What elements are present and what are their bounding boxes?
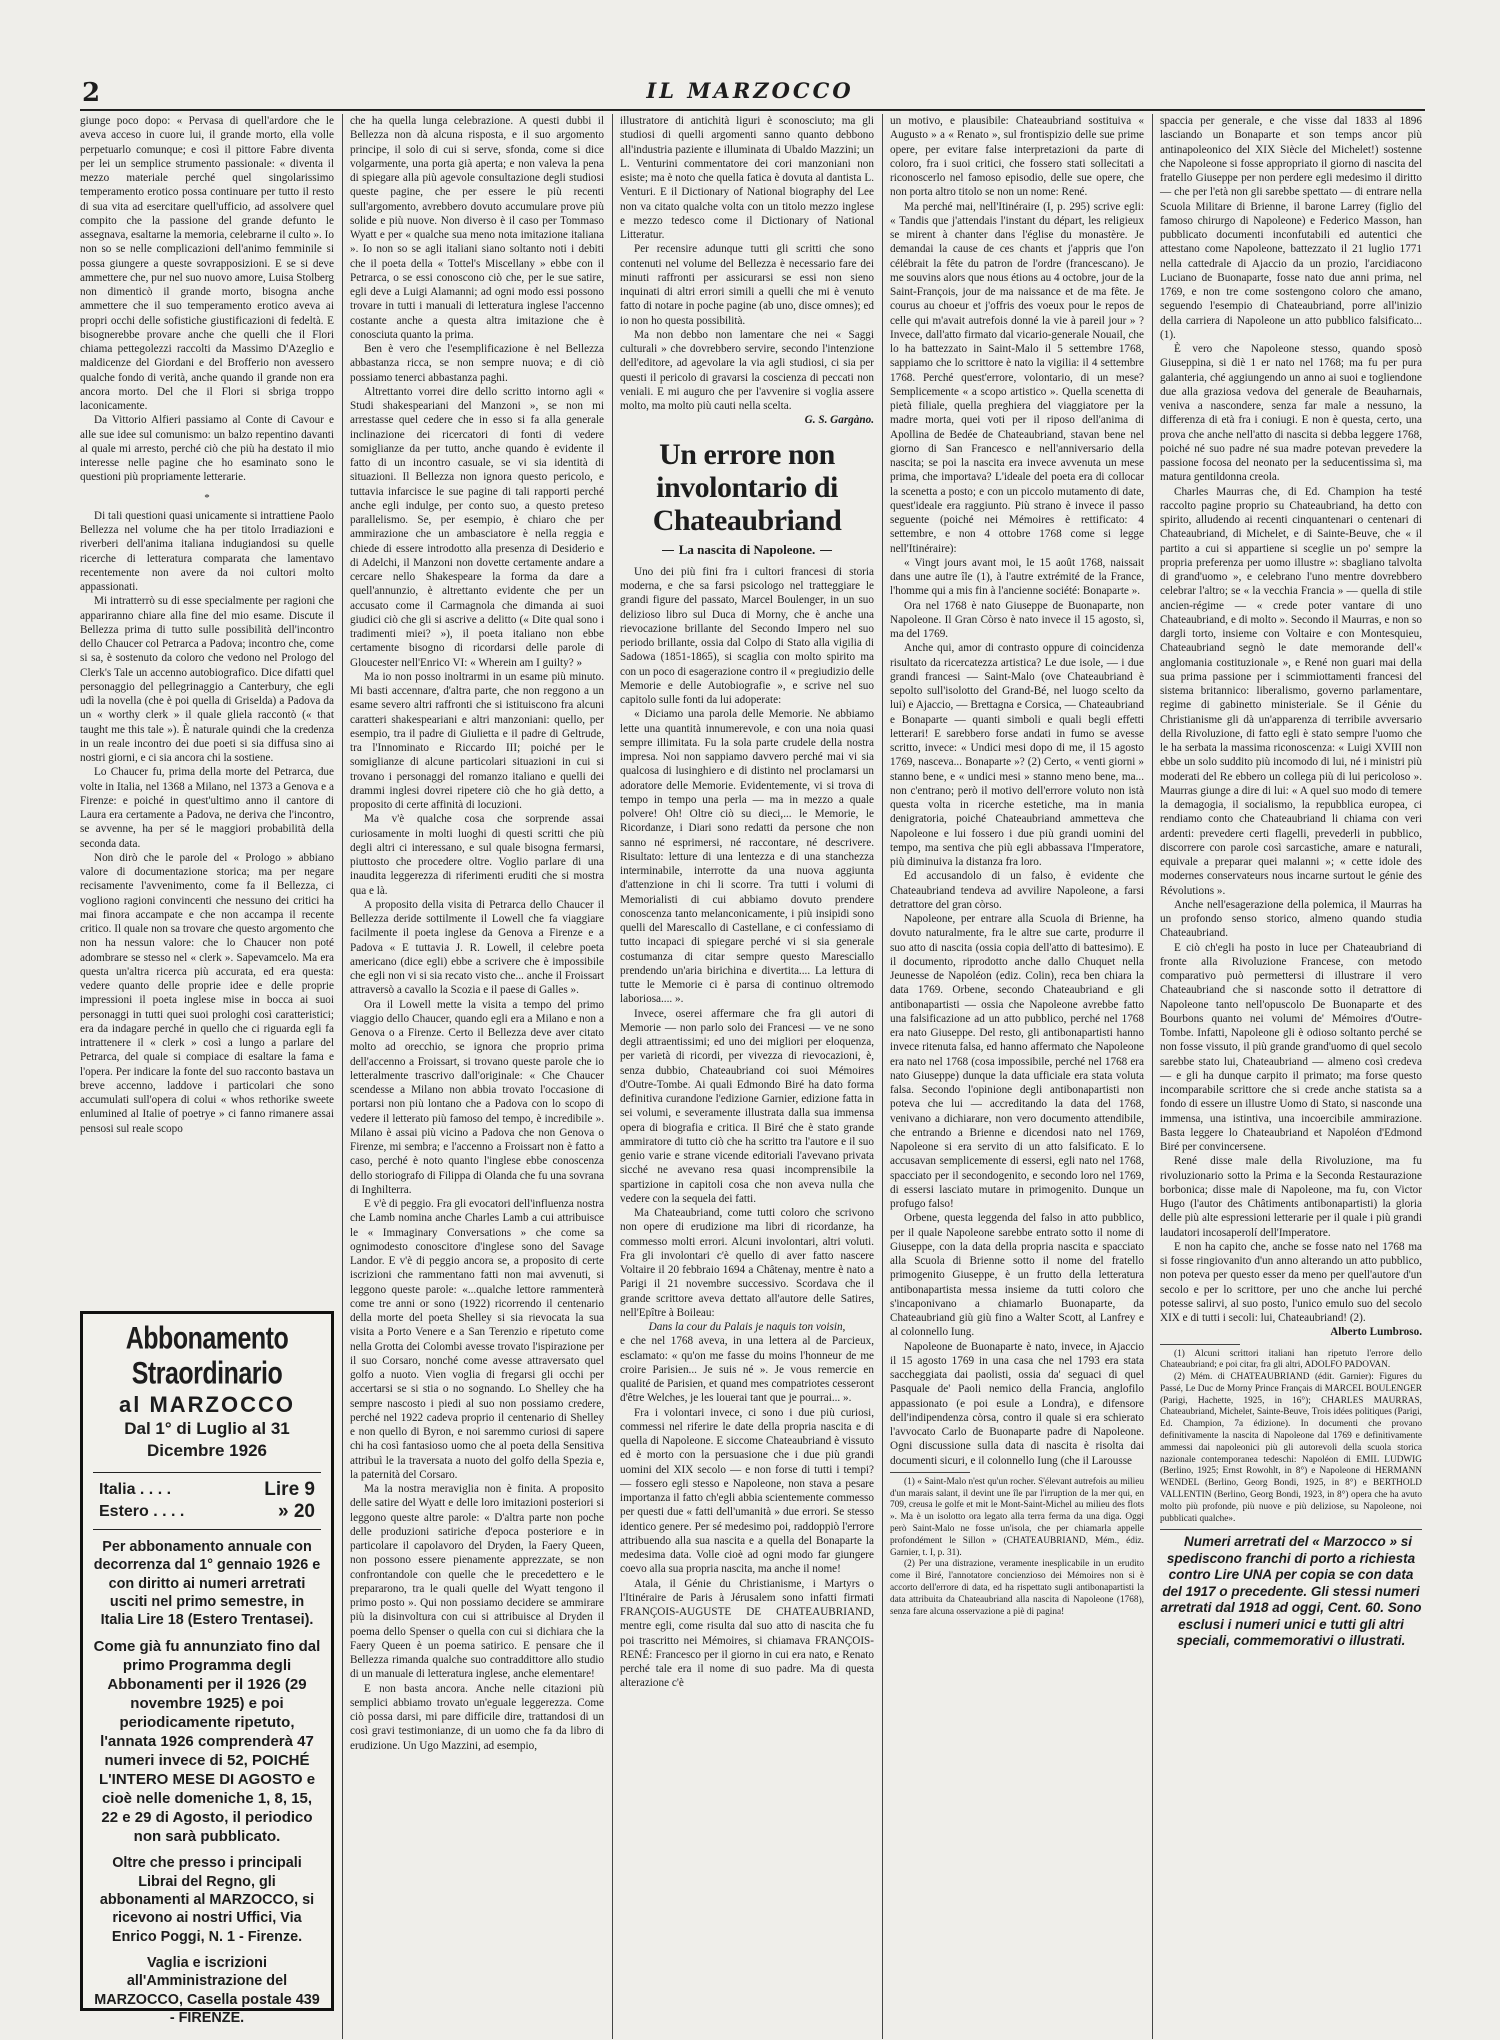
paragraph: che ha quella lunga celebrazione. A questi dubbi il Bellezza non dà alcuna risposta, e il suo argomento principe, il solo di cui si serve, sfonda, come si dice volgarmente, una porta già aperta; e non valeva la pena di spiegare alla più agevole consultazione degli studiosi queste pagine, che per essere le più recenti sull'argomento, avrebbero dovuto accumulare prove più solide e più nuove. Non diverso è il caso per Tommaso Wyatt e per « qualche sua meno nota imitazione italiana ». Io non so se agli italiani siano soltanto noti i debiti che il poeta della « Tottel's Miscellany » ebbe con il Petrarca, o se essi conoscono ciò che, per le sue satire, egli deve a Luigi Alamanni; ad ogni modo essi possono trovare in tutti i manuali di letteratura inglese l'accenno costante anche a questa altra imitazione che è conosciuta quanto la prima. bbox=[350, 115, 604, 341]
author-signature: G. S. Gargàno. bbox=[804, 414, 874, 427]
column-2 bbox=[350, 114, 604, 2039]
paragraph: Ora il Lowell mette la visita a tempo del primo viaggio dello Chaucer, quando egli era a Milano e non a Genova o a Firenze. Certo il Bellezza deve aver citato molto ad orecchio, se ignora che proprio prima dell'accenno a Froissart, si trovano queste parole che io letteralmente trascrivo dall'originale: « Che Chaucer scendesse a Milano non abbia trovato l'occasione di portarsi non più lontano che a Padova con lo scopo di vedere il letterato più famoso del tempo, è incredibile ». Milano è assai più vicino a Padova che non Genova o Firenze, mi sembra; e l'accenno a Froissart non è fatto a caso, perché è noto quanto l'inglese ebbe conoscenza dello storiografo di Filippa di Olanda che fu una sovrana di Inghilterra. bbox=[350, 998, 604, 1196]
paragraph: Uno dei più fini fra i cultori francesi di storia moderna, e che sa farsi psicologo nel tratteggiare le grandi figure del passato, Marcel Boulenger, in un suo delizioso libro sul Duca di Morny, che è anche una rievocazione brillante del Secondo Impero nel suo periodo brillante, ossia dal Colpo di Stato alla vigilia di Sadowa (1851-1865), si scaglia con molto spirito ma con un poco di esagerazione contro il « pregiudizio delle Memorie e delle Autobiografie », e scrive nel suo capitolo sulle fonti da lui adoperate: bbox=[620, 565, 874, 706]
paragraph: Mi intratterrò su di esse specialmente per ragioni che appariranno chiare alla fine del mio esame. Discute il Bellezza prima di tutto sulle possibilità dell'incontro dello Chaucer col Petrarca a Padova; incontro che, come si sa, è sostenuto da coloro che vedono nel Prologo del Clerk's Tale un accenno autobiografico. Dice difatti quel personaggio del pellegrinaggio a Canterbury, che egli udì la novella (che è poi quella di Griselda) a Padova da un « worthy clerk » il quale gliela raccontò (« that taught me this tale »). È naturale quindi che la credenza in un reale incontro dei due poeti si sia diffusa sino ai nostri giorni, e ci sia ancora chi la sostiene. bbox=[80, 595, 334, 764]
ad-paragraph: Come già fu annunziato fino dal primo Programma degli Abbonamenti per il 1926 (29 novembre 1925) e poi periodicamente ripetuto, l'annata 1926 comprenderà 47 numeri invece di 52, POICHÉ L'INTERO MESE DI AGOSTO e cioè nelle domeniche 1, 8, 15, 22 e 29 di Agosto, il periodico non sarà pubblicato. bbox=[93, 1638, 321, 1846]
dash-ornament bbox=[820, 550, 832, 551]
paragraph: illustratore di antichità liguri è sconosciuto; ma gli studiosi di quelli argomenti sanno quanto debbono all'industria paziente e illuminata di Ubaldo Mazzini; un L. Venturini commentatore dei cori manzoniani non esiste; ma è noto che quella fatica è dovuta al dantista L. Venturi. E il Dictionary of National biography del Lee non va citato qualche volta con un titolo mezzo inglese e mezzo tedesco come il Dictionary of National Litteratur. bbox=[620, 115, 874, 241]
paragraph: René disse male della Rivoluzione, ma fu rivoluzionario sotto la Prima e la Seconda Restaurazione borbonica; disse male di Napoleone, ma fu, con Victor Hugo (l'autor des Châtiments antibonapartisti) la gloria delle più alte espressioni letterarie per il quale i più grandi laudatori incosaperolí dell'Imperatore. bbox=[1160, 1155, 1422, 1239]
paragraph: Orbene, questa leggenda del falso in atto pubblico, per il quale Napoleone sarebbe entrato sotto il nome di Giuseppe, con la data della propria nascita e spacciato alla Scuola di Brienne sotto il nome del fratello primogenito Giuseppe, è un frutto della letteratura antibonapartista messa insieme da tutti coloro che s'incaponivano a chiamarlo Buonaparte, da Chateaubriand giù giù fino a Walter Scott, al Lanfrey e al colonnello Iung. bbox=[890, 1212, 1144, 1339]
paragraph: giunge poco dopo: « Pervasa di quell'ardore che le aveva acceso in cuore lui, il grande morto, ella volle perpetuarlo comunque; e così il pittore Fabre diventa per lei un semplice strumento passionale: « diventa il mezzo materiale perché quel singolarissimo temperamento erotico possa continuare per tutto il resto di sua vita ad esercitare quell'ufficio, ad assolvere quel compito che la passione del grande defunto le assegnava, esaltarne la memoria, celebrarne il culto ». Io non so se nelle complicazioni dell'animo femminile si possa giungere a queste sovrapposizioni. E se si deve ammettere che, pur nel suo nuovo amore, Luisa Stolberg non dimenticò il grande morto, bisogna anche ammettere che il suo temperamento erotico aveva ai propri occhi delle sofistiche giustificazioni di fedeltà. E bisognerebbe provare anche che quelli che il Flori chiama pettegolezzi raccolti da Massimo D'Azeglio e maldicenze del Giordani e del Brofferio non avessero qualche fondo di verità, anche quando il grande non era ancora morto. Del che il Flori si sbriga troppo laconicamente. bbox=[80, 115, 334, 412]
paragraph: Ed accusandolo di un falso, è evidente che Chateaubriand tendeva ad avvilire Napoleone, a farsi detrattore del gran còrso. bbox=[890, 870, 1144, 911]
price-value: Lire 9 bbox=[264, 1479, 315, 1500]
article-subtitle bbox=[620, 543, 874, 557]
footnote-rule bbox=[1160, 1344, 1240, 1345]
paragraph: A proposito della visita di Petrarca dello Chaucer il Bellezza deride sottilmente il Lowell che fa viaggiare facilmente il poeta inglese da Genova a Firenze e a Padova « E tuttavia J. R. Lowell, il celebre poeta americano (dice egli) ebbe a scrivere che è impossibile che egli non vi si sia recato visto che... anche il Froissart attraversò a cavallo la Scozia e il paese di Galles ». bbox=[350, 898, 604, 997]
paragraph: Napoleone de Buonaparte è nato, invece, in Ajaccio il 15 agosto 1769 in una casa che nel 1793 era stata saccheggiata dai paolisti, ossia da' seguaci di quel Pasquale de' Paoli nemico della Francia, anglofilo appassionato (e poi esule a Londra), e difensore dell'indipendenza còrsa, contro il quale si era schierato l'avvocato Carlo de Buonaparte padre di Napoleone. Ogni discussione sulla data di nascita è risolta dai documenti sicuri, e il colonnello Iung (che il Larousse bbox=[890, 1340, 1144, 1467]
paragraph: È vero che Napoleone stesso, quando sposò Giuseppina, si diè 1 er nato nel 1768; ma fu per pura galanteria, ché aggiungendo un anno ai suoi e togliendone due alla graziosa vedova del generale de Beauharnais, veniva a nascondere, senza far male a nessuno, la differenza di età fra i coniugi. E non è questa, certo, una prova che anche nell'atto di nascita si debba leggere 1768, poiché né suo padre né sua madre potevan prevedere la passione focosa del neonato per la seducentissima sì, ma matura gentildonna creola. bbox=[1160, 343, 1422, 484]
ad-paragraph: Oltre che presso i principali Librai del Regno, gli abbonamenti al MARZOCCO, si ricevono ai nostri Uffici, Via Enrico Poggi, N. 1 - Firenze. bbox=[99, 1855, 315, 1945]
paragraph: Ma io non posso inoltrarmi in un esame più minuto. Mi basti accennare, d'altra parte, che non reggono a un esame severo altri raffronti che si istituiscono fra alcuni caratteri shakespeariani e altri manzoniani: quello, per esempio, tra il padre di Giulietta e il padre di Geltrude, tra l'Innominato e Riccardo III; poiché per le somiglianze di alcune particolari situazioni in cui si trovano i personaggi del romanzo italiano e quelli dei drammi inglesi dovrei ripetere ciò che ho già detto, a proposito di certe affinità di locuzioni. bbox=[350, 670, 604, 811]
paragraph: E ciò ch'egli ha posto in luce per Chateaubriand di fronte alla Rivoluzione Francese, con metodo comparativo può permettersi di illustrare il vero Chateaubriand che si nasconde sotto il detrattore di Napoleone tanto nell'opuscolo De Buonaparte et des Bourbons quanto nei volumi de' Mémoires d'Outre-Tombe. Infatti, Napoleone gli è odioso soltanto perché se non fosse vissuto, il più grande grand'uomo di quel secolo sarebbe stato lui, Chateaubriand — almeno così credeva — e gli ha dunque carpito il primato; ma forse questo incomparabile scrittore che si crede anche statista sa a fondo di essere un illustre Uomo di Stato, si nasconde una immensa, una istintiva, una incoercibile ammirazione. Basta leggere lo Chateaubriand et Napoléon d'Edmond Biré per convincersene. bbox=[1160, 941, 1422, 1153]
paragraph: Anche nell'esagerazione della polemica, il Maurras ha un profondo senso storico, almeno quando studia Chateaubriand. bbox=[1160, 898, 1422, 940]
paragraph: Ora nel 1768 è nato Giuseppe de Buonaparte, non Napoleone. Il Gran Còrso è nato invece il 15 agosto, sì, ma del 1769. bbox=[890, 599, 1144, 640]
paragraph: e che nel 1768 aveva, in una lettera al de Parcieux, esclamato: « qu'on me fasse du moins l'honneur de me croire Parisien... Je suis né ». Je vous remercie en qualité de Parisien, et quand mes compatriotes cesseront d'être Welches, je les louerai tant que je pourrai... ». bbox=[620, 1335, 874, 1405]
paragraph: un motivo, e plausibile: Chateaubriand sostituiva « Augusto » a « Renato », sul frontispizio delle sue prime opere, per evitare false interpretazioni da parte di coloro, fra i suoi critici, che fossero stati sollecitati a riconoscerlo nel famoso episodio, delle sue opere, che non porta altro titolo se non un nome: René. bbox=[890, 115, 1144, 199]
paragraph: Ma la nostra meraviglia non è finita. A proposito delle satire del Wyatt e delle loro imitazioni posteriori si leggono queste altre parole: « D'altra parte non poche delle produzioni satiriche d'epoca posteriore e in particolare il capolavoro del Dryden, la Faery Queen, non possono essere pienamente apprezzate, se non confrontandole con quelle che le precedettero e le prepararono, tra le quali quelle del Wyatt tengono il primo posto ». Qui non possiamo decidere se ammirare più la disinvoltura con cui si attribuisce al Dryden il poema dello Spenser o quella con cui si dichiara che la Faery Queen è un poema satirico. E pensare che il Bellezza rimanda qualche suo contraddittore allo studio di un manuale di letteratura inglese, anche elementare! bbox=[350, 1483, 604, 1681]
footnote-rule bbox=[890, 1472, 970, 1473]
column-1 bbox=[80, 114, 334, 1304]
column-divider bbox=[342, 114, 343, 2039]
ad-divider bbox=[93, 1529, 321, 1530]
paragraph: Ma perché mai, nell'Itinéraire (I, p. 295) scrive egli: « Tandis que j'attendais l'instant du départ, les religieux se mirent à chanter dans l'église du monastère. Je demandai la cause de ces chants et j'appris que l'on célébrait la fête du patron de l'ordre (francescano). Je me souvins alors que nous étions au 4 octobre, jour de la Saint-François, jour de ma naissance et de ma fête. Je courus au choeur et j'offris des voeux pour le repos de celle qui m'avait autrefois donné la vie à pareil jour » ? Invece, dall'atto firmato dal vicario-generale Nouail, che lo ha battezzato in Saint-Malo il 5 settembre 1768, sappiamo che lo scrittore è nato la vigilia: il 4 settembre 1768. Perché quest'errore, volontario, di un mese? Semplicemente « a scopo artistico ». Quella scenetta di pietà filiale, quella preghiera del viaggiatore per la madre morta, quei voti per il riposo dell'anima di Apollina de Bedée de Chateaubriand, stavan bene nel giorno di San Francesco e nell'anniversario della nascita; se poi la nascita era invece avvenuta un mese prima, che importava? L'ideale del poeta era di collocar la scenetta a posto; e con un piccolo mutamento di date, quest'ideale era raggiunto. Più strano è invece il passo seguente (poiché nei Mémoires è rettificato: 4 settembre, e non 4 ottobre 1768 come si legge nell'Itinéraire): bbox=[890, 200, 1144, 555]
subtitle-text: La nascita di Napoleone. bbox=[678, 541, 816, 557]
ad-subtitle: al MARZOCCO bbox=[119, 1392, 295, 1417]
paragraph: Ben è vero che l'esemplificazione è nel Bellezza abbastanza ricca, se non sempre nuova; e di ciò possiamo tenerci abbastanza paghi. bbox=[350, 343, 604, 384]
paragraph: Altrettanto vorrei dire dello scritto intorno agli « Studi shakespeariani del Manzoni », se non mi arrestasse quel cedere che in esso si fa alla generale inclinazione dei ricercatori di fonti di vedere somiglianze da per tutto, anche quando è evidente il fatto di un incontro casuale, se vi sia identità di situazioni. Il Bellezza non ignora questo pericolo, e tuttavia infarcisce le sue pagine di tali rapporti perché anche egli indulge, per conto suo, a questo preteso parallelismo. Se, per esempio, è chiaro che per ammirazione che un ambasciatore è nella reggia e chiede di essere introdotto alla presenza di Desiderio e di Adelchi, il Manzoni non dovette certamente andare a cercare nello Shakespeare la forma da dare a quell'annunzio, è altrettanto evidente che per un accusato come il Carmagnola che dimanda ai suoi giudici ciò che gli si ascrive a delitto (« Dite qual sono i tradimenti miei? »), il poeta italiano non ebbe certamente bisogno di ricordarsi delle parole di Gloucester nell'Enrico VI: « Wherein am I guilty? » bbox=[350, 385, 604, 669]
ad-paragraph: Vaglia e iscrizioni all'Amministrazione del MARZOCCO, Casella postale 439 - FIRENZE. bbox=[94, 1954, 320, 2026]
paragraph: Atala, il Génie du Christianisme, i Martyrs o l'Itinéraire de Paris à Jérusalem sono infatti firmati FRANÇOIS-AUGUSTE DE CHATEAUBRIAND, mentre egli, come risulta dal suo atto di nascita che fu poi trascritto nei Mémoires, si chiamava FRANÇOIS-RENÉ: Francesco per il giorno in cui era nato, e Renato perché tale era il nome di suo padre. Ma di questa alterazione c'è bbox=[620, 1577, 874, 1690]
paragraph: Anche qui, amor di contrasto oppure di coincidenza risultato da ricercatezza artistica? Le due isole, — i due grandi francesi — Saint-Malo (ove Chateaubriand è sepolto sull'isolotto del Grand-Bé, nel luogo scelto da lui) e Ajaccio, — Brettagna e Corsica, — Chateaubriand e Bonaparte — quanti simboli e quali begli effetti letterari! E sarebbero forse andati in fumo se avesse scritto, invece: « Undici mesi dopo di me, il 15 agosto 1769, nasceva... Bonaparte »? (2) Certo, « venti giorni » stanno bene, e « undici mesi » stanno meno bene, ma... non c'entrano; però il motivo dell'errore voluto non istà questa volta in ricerche estetiche, ma in mania denigratoria, poiché Chateaubriand ammetteva che Napoleone e lui fossero i due più grandi uomini del tempo, ma sentiva che più egli abbassava l'Imperatore, più diminuiva la distanza fra loro. bbox=[890, 642, 1144, 868]
ad-period: Dal 1° di Luglio al 31 Dicembre 1926 bbox=[124, 1419, 290, 1460]
subscription-ad bbox=[80, 1311, 334, 2026]
price-label: Italia . . . . bbox=[99, 1481, 172, 1498]
paragraph: Ma v'è qualche cosa che sorprende assai curiosamente in molti luoghi di questi scritti che più degli altri ci interessano, e sul quale bisogna fermarsi, piuttosto che procedere oltre. Voglio parlare di una inaudita leggerezza di riferimenti eruditi che si mostra qua e là. bbox=[350, 813, 604, 897]
page-number: 2 bbox=[82, 78, 101, 108]
column-divider bbox=[882, 114, 883, 2039]
footnote: (1) « Saint-Malo n'est qu'un rocher. S'élevant autrefois au milieu d'un marais salant, il devint une île par l'irruption de la mer qui, en 709, creusa le golfe et mit le Mont-Saint-Michel au milieu des flots ». Ma è un isolotto ora legato alla terra ferma da una diga. Oggi però Saint-Malo ne fosse un'isola, che per chiamarla appelle profondément le Sillon » (CHATEAUBRIAND, Mém., édiz. Garnier, t. I, p. 31). bbox=[890, 1476, 1144, 1558]
paragraph: Napoleone, per entrare alla Scuola di Brienne, ha dovuto naturalmente, fra le altre sue carte, produrre il suo atto di nascita (ossia copia dell'atto di battesimo). E il documento, riprodotto anche dallo Chuquet nella Jeunesse de Napoléon (ediz. Colin), reca ben chiara la data 1769. Orbene, secondo Chateaubriand e gli antibonapartisti — ossia che Napoleone avrebbe fatto una falsificazione ad un atto pubblico, perché nel 1768 era nato Giuseppe. Del resto, gli antibonapartisti hanno invece ritenuta falsa, ed hanno affermato che Napoleone era nato nel 1768 (cosa impossibile, perché nel 1768 era nato Giuseppe) dunque la data ufficiale era stata voluta falsa. Secondo l'opinione degli antibonapartisti non poteva che lui — accreditando la data del 1768, venivano a dichiarare, non vero documento attendibile, che entrando a Brienne e dicendosi nato nel 1769, Napoleone si era servito di un atto falsificato. E lo accusavan semplicemente di essersi, egli nato nel 1768, spacciato per il secondogenito, e secondo loro nel 1769, di essersi lasciato mutare in primogenito. Dunque un profugo falso! bbox=[890, 913, 1144, 1210]
price-row-estero bbox=[93, 1501, 321, 1523]
paragraph: Fra i volontari invece, ci sono i due più curiosi, commessi nel riferire le date della propria nascita e di quella di Napoleone. E siccome Chateaubriand è vissuto ed è morto con la persuasione che i due più grandi uomini del XIX secolo — e non forse di tutti i tempi? — fossero egli stesso e Napoleone, non stava a pesare importanza il fatto ch'egli abbia scientemente commesso per questi due « fatti dell'umanità » due errori. Se stesso identico genere. Per sé medesimo poi, raddoppiò l'errore attribuendo alla sua nascita e a quella del Bonaparte la medesima data. Volle cioè ad ogni modo far giungere coevo alla sua propria nascita, ma anche il nome! bbox=[620, 1406, 874, 1576]
article-header bbox=[620, 438, 874, 557]
paragraph: Ma non debbo non lamentare che nei « Saggi culturali » che dovrebbero servire, secondo l'intenzione dell'editore, ad agevolare la via agli studiosi, ci sia per questi il pericolo di gravarsi la coscienza di peccati non veniali. E mi auguro che per l'avvenire si voglia assere molto, ma molto più cauti nella scelta. bbox=[620, 328, 874, 412]
paragraph: E non ha capito che, anche se fosse nato nel 1768 ma si fosse ringiovanito d'un anno alterando un atto pubblico, non poteva per questo esser da meno per quell'autore d'un secolo e per lo scrittore, per uno che anche lui perché potesse salirvi, al suo posto, l'unico emulo suo del secolo XIX e di tutti i secoli: lui, Chateaubriand! (2). bbox=[1160, 1240, 1422, 1324]
paragraph: Charles Maurras che, di Ed. Champion ha testé raccolto pagine proprio su Chateaubriand, ha detto con spirito, alludendo ai recenti cinquantenari o centenari di Chateaubriand, di Michelet, e di Sainte-Beuve, che « il partito a cui si appartiene si sceglie un po' sempre la propria preferenza per uomo illustre »: sbagliano talvolta di grand'uomo », e celebrano l'uno mentre dovrebbero celebrar l'altro; se « la vecchia Francia » — quella di stile ancien-régime — « crede poter vantare di uno Chateaubriand, e di molto ». Secondo il Maurras, e non so dargli torto, insieme con Voltaire e con Montesquieu, Chateaubriand segnò le date memorande dell'« anglomania costituzionale », e René non guari mai della sua prima passione per i scimmiottamenti francesi del sistema britannico: liberalismo, governo parlamentare, regime di gabinetto ministeriale. Se il Génie du Christianisme gli dà un'apparenza di terribile avversario della Rivoluzione, di fatto egli è stato sempre l'uomo che le ha serbata la massima riconoscenza: « Luigi XVIII non ebbe un solo suddito più incomodo di lui, né i ministri più moderati del Re ebbero un collega più di lui pericoloso ». Maurras giunge a dire di lui: « A quel suo modo di temere la demagogia, il socialismo, la repubblica europea, ci rendiamo conto che Chateaubriand li chiama con veri ardenti: prevedere certi flagelli, prevederli in pubblico, discorrere con parole così sarcastiche, amare e naturali, equivale a preparar quei malanni »; « cette idole des modernes conservateurs nous incarne surtout le génie des Révolutions ». bbox=[1160, 485, 1422, 897]
footnote: (2) Per una distrazione, veramente inesplicabile in un erudito come il Biré, l'annotatore concienzioso dei Mémoires non si è accorto dell'errore di data, ed ha rispettato sugli antibonapartisti la data attribuita da Chateaubriand alla nascita di Napoleone (1768), senza fare alcuna osservazione a piè di pagina! bbox=[890, 1559, 1144, 1617]
ad-paragraph: Per abbonamento annuale con decorrenza dal 1° gennaio 1926 e con diritto ai numeri arretrati usciti nel primo semestre, in Italia Lire 18 (Estero Trentasei). bbox=[93, 1539, 321, 1629]
paragraph: Per recensire adunque tutti gli scritti che sono contenuti nel volume del Bellezza è necessario fare dei minuti raffronti per assicurarsi se essi non sieno inquinati di altri errori simili a quelli che mi è venuto fatto di notare in poche pagine (ab uno, disce omnes); ed io non ho questa possibilità. bbox=[620, 243, 874, 327]
column-divider bbox=[1152, 114, 1153, 2039]
notice-rule bbox=[1160, 1529, 1422, 1530]
footnote: (2) Mém. di CHATEAUBRIAND (édit. Garnier): Figures du Passé, Le Duc de Morny Prince Français di MARCEL BOULENGER (Parigi, Hachette, 1925, in 16°); CHARLES MAURRAS, Chateaubriand, Michelet, Sainte-Beuve, Trois idées politiques (Parigi, Ed. Champion, 7a édizione). In documenti che provano definitivamente la nascita di Napoleone dal 1769 e definitivamente ammessi dai napoleonici più gli autorevoli della scuola storica nazionale contemporanea tedeschi: Napoléon di EMIL LUDWIG (Berlino, 1925; Ernst Rowohlt, in 8°) e Napoleone di HERMANN WENDEL (Berlino, Georg Bondi, 1925, in 8°) e BERTHOLD VALLENTIN (Berlino, Georg Bondi, 1923, in 8°) opera che ha avuto molto più profonde, più nuove e più deliziose, su Napoleone, noi pubblicati qualche». bbox=[1160, 1372, 1422, 1524]
quote: « Vingt jours avant moi, le 15 août 1768, naissait dans une autre île (1), à l'autre extrémité de la France, l'homme qui a mis fin à l'ancienne société: Bonaparte ». bbox=[890, 556, 1144, 598]
paragraph: E v'è di peggio. Fra gli evocatori dell'influenza nostra che Lamb nomina anche Charles Lamb a cui attribuisce le « Immaginary Conversations » che come sa ognimodesto conoscitore d'inglese sono del Savage Landor. E v'è di peggio ancora se, a proposito di certe iscrizioni che rammentano fatti non mai avvenuti, si leggono queste parole: «...qualche lettore rammenterà come tre anni or sono (1922) ricorrendo il centenario della morte del poeta Shelley si sia rievocata la sua visita a Porto Venere e a San Terenzio e ripetuto come nella Grotta dei Colombi avesse trovato l'ispirazione per il suo Corsaro, nonché come avesse attraversato quel golfo a nuoto. Vien voglia di fregarsi gli occhi per accertarsi se si stia o no sognando. Lo Shelley che ha sempre nascosto i piedi al suo non possiamo credere, perché nel 1922 cadeva proprio il centenario di Shelley e non quello di Byron, e noi saremmo curiosi di sapere chi ha così fantasioso uomo che al poeta della Sensitiva attribuì le la traversata a nuoto del golfo della Spezia e, la paternità del Corsaro. bbox=[350, 1198, 604, 1481]
paragraph: Di tali questioni quasi unicamente si intrattiene Paolo Bellezza nel volume che ha per titolo Irradiazioni e riverberi dell'anima italiana indugiandosi su quelle ricerche di letteratura comparata che lamentavo recentemente non avere da noi cultori molto appassionati. bbox=[80, 509, 334, 593]
column-5 bbox=[1160, 114, 1422, 2039]
back-issues-notice: Numeri arretrati del « Marzocco » si spediscono franchi di porto a richiesta contro Lire UNA per copia se con data del 1917 o precedente. Gli stessi numeri arretrati dal 1918 ad oggi, Cent. 60. Sono esclusi i numeri unici e tutti gli altri speciali, commemorativi o illustrati. bbox=[1160, 1534, 1422, 1649]
paragraph: Non dirò che le parole del « Prologo » abbiano valore di documentazione storica; ma per negare recisamente l'avvenimento, come fa il Bellezza, ci vogliono ragioni convincenti che nessuno dei critici ha mai finora accampate e che non accampa il recente critico. Il quale non sa trovare che questo argomento che non ha nessun valore: che lo Chaucer non poté adombrare se stesso nel « clerk ». Sapevamcelo. Ma era questa un'altra ricerca più accurata, ed era questa: vedere quanto delle proprie idee e delle proprie impressioni il poeta inglese mise in bocca ai suoi personaggi in tutti quei suoi prologhi così caratteristici; era da indagare perché in quello che ci riguarda egli fa intrattenere il « clerk » così a lungo a parlare del Petrarca, del quale si compiace di esaltare la fama e l'opera. Per indicare la fonte del suo racconto bastava un breve accenno, laddove i particolari che sono accumulati sull'opera di colui « whos rethorike sweete enlumined al Italie of poetrye » ci fanno rimanere assai pensosi sul reale scopo bbox=[80, 851, 334, 1135]
footnote: (1) Alcuni scrittori italiani han ripetuto l'errore dello Chateaubriand; e poi citar, fra gli altri, ADOLFO PADOVAN. bbox=[1160, 1348, 1422, 1371]
paragraph: Lo Chaucer fu, prima della morte del Petrarca, due volte in Italia, nel 1368 a Milano, nel 1373 a Genova e a Firenze: e poiché in quest'ultimo anno il cantore di Laura era certamente a Padova, ne deriva che l'incontro, se avvenne, ha per sé le maggiori probabilità della seconda data. bbox=[80, 766, 334, 850]
price-value: » 20 bbox=[278, 1501, 315, 1522]
article-title: Un errore non involontario di Chateaubriand bbox=[652, 437, 842, 537]
section-separator: * bbox=[204, 491, 210, 504]
dash-ornament bbox=[662, 550, 674, 551]
paragraph: spaccia per generale, e che visse dal 1833 al 1896 lasciando un Bonaparte et son temps ancor più antinapoleonico del XIX Siècle del Michelet!) sostenne che Napoleone si fosse appropriato il giorno di nascita del fratello Giuseppe per non perdere egli medesimo il diritto — che per l'età non gli sarebbe spettato — di entrare nella Scuola Militare di Brienne, il barone Larrey (figlio del famoso chirurgo di Napoleone) e Federico Masson, han pubblicato documenti inconfutabili ed autentici che attestano come Napoleone, battezzato il 21 luglio 1771 nella cattedrale di Ajaccio da un prozio, l'arcidiacono Luciano de Buonaparte, fosse nato due anni prima, nel 1769, e non tre come sostengono coloro che amano, seguendo l'esempio di Chateaubriand, porre all'inizio della carriera di Napoleone un atto pubblico falsificato...(1). bbox=[1160, 115, 1422, 341]
verse-quote: Dans la cour du Palais je naquis ton voisin, bbox=[648, 1321, 846, 1333]
column-divider bbox=[612, 114, 613, 2039]
author-signature: Alberto Lumbroso. bbox=[1330, 1326, 1422, 1339]
paragraph: Da Vittorio Alfieri passiamo al Conte di Cavour e alle sue idee sul comunismo: un balzo repentino davanti al quale mi arresto, perché ciò che più ha destato il mio interesse nelle pagine che ho esaminato sono le questioni più propriamente letterarie. bbox=[80, 414, 334, 484]
column-4 bbox=[890, 114, 1144, 2039]
masthead: IL MARZOCCO bbox=[646, 78, 854, 103]
column-3 bbox=[620, 114, 874, 2039]
header-rule bbox=[80, 109, 1425, 111]
paragraph: E non basta ancora. Anche nelle citazioni più semplici abbiamo trovato un'eguale leggerezza. Come ciò possa darsi, mi pare difficile dire, trattandosi di un così gravi testimonianze, di un uomo che fa da libro di erudizione. Un Ugo Mazzini, ad esempio, bbox=[350, 1682, 604, 1752]
ad-divider bbox=[93, 1472, 321, 1473]
price-row-italia bbox=[93, 1479, 321, 1501]
paragraph: « Diciamo una parola delle Memorie. Ne abbiamo lette una quantità innumerevole, e con una noia quasi sempre illimitata. Fu la sola parte crudele della nostra impresa. Noi non sappiamo davvero perché mai vi sia qualcosa di lusinghiero e di distinto nel proclamarsi un adoratore delle Memorie. Evidentemente, vi si trova di tempo in tempo una perla — ma in mezzo a quale polvere! Oh! Oltre ciò su dieci,... le Memorie, le Ricordanze, i Diari sono redatti da persone che non sanno né esprimersi, né raccontare, né descrivere. Risultato: letture di una lentezza e di una stanchezza interminabile, interrotte da una nuova aggiunta d'attenzione in chi li scorre. Tra tutti i volumi di Memorialisti di cui abbiamo dovuto prendere conoscenza tanto melanconicamente, i più insipidi sono quelli del Marescallo di Castellane, e ci confessiamo di tutto incapaci di spiegare perché vi si sia generale costumanza di citar sempre questo Maresciallo prendendo un'aria birichina e divertita.... La lettura di tutte le Memorie ci è parsa di continuo oltremodo laboriosa.... ». bbox=[620, 708, 874, 1006]
paragraph: Invece, oserei affermare che fra gli autori di Memorie — non parlo solo dei Francesi — ve ne sono degli attraentissimi; ed uno dei migliori per eloquenza, per varietà di ricordi, per vivezza di rievocazioni, è, senza dubbio, Chateaubriand coi suoi Mémoires d'Outre-Tombe. Ai quali Edmondo Biré ha dato forma definitiva curandone l'edizione Garnier, edizione fatta in sei volumi, e severamente illustrata dalla sua immensa opera di biografia e critica. Il Biré che è stato grande ammiratore di tutto ciò che ha scritto tra l'autore e il suo genio varie e strane vicende editoriali l'avevano privata sicché ne avevano resa quasi incomprensibile la spartizione in capitoli cosa che non aveva nulla che vedere con la sequela dei fatti. bbox=[620, 1007, 874, 1205]
ad-title: Abbonamento Straordinario bbox=[125, 1321, 289, 1391]
paragraph: Ma Chateaubriand, come tutti coloro che scrivono non opere di erudizione ma libri di ricordanze, ha commesso molti errori. Alcuni involontari, altri voluti. Fra gli involontari c'è quello di aver fatto nascere Voltaire il 20 febbraio 1694 a Châtenay, mentre è nato a Parigi il 21 novembre successivo. Scordava che il grande scrittore aveva dettato all'autore delle Satires, nell'Epître à Boileau: bbox=[620, 1207, 874, 1319]
price-label: Estero . . . . bbox=[99, 1503, 185, 1520]
